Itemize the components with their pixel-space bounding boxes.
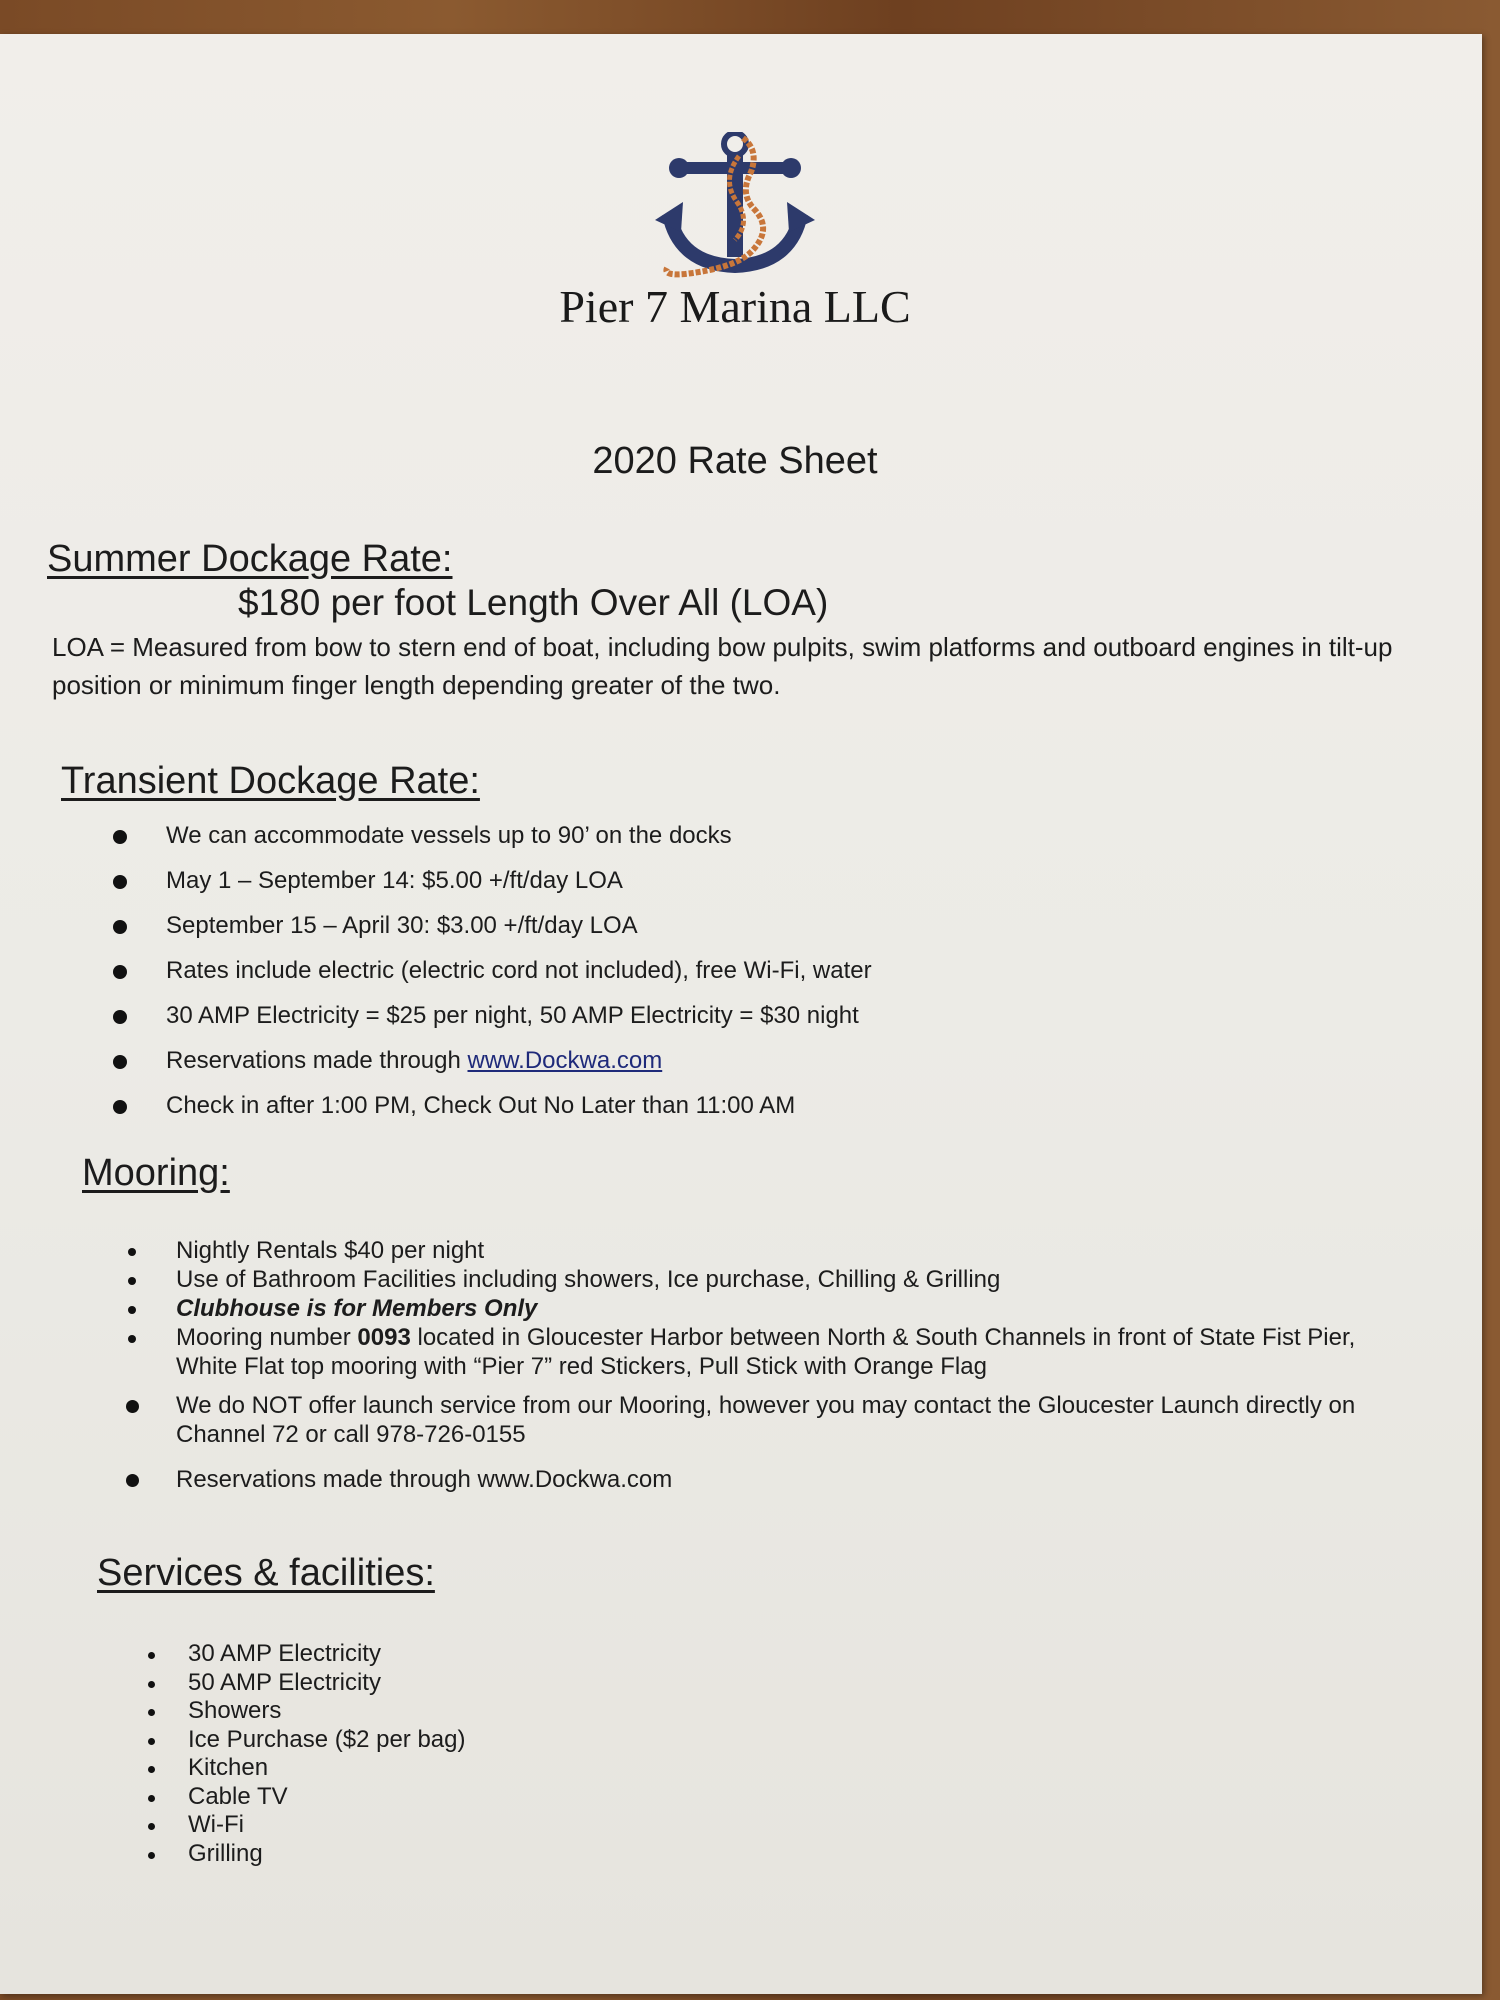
list-item: Cable TV <box>146 1783 946 1812</box>
list-item: Wi-Fi <box>146 1811 946 1840</box>
anchor-with-rope-icon <box>655 132 815 282</box>
company-name: Pier 7 Marina LLC <box>559 281 911 332</box>
mooring-number: 0093 <box>357 1324 411 1351</box>
mooring-heading: Mooring: <box>82 1152 230 1194</box>
mooring-location: located in Gloucester Harbor between North & South Channels in front of State Fist Pier, White Flat top mooring with “Pier 7” red Stickers, Pull Stick with Orange Flag <box>176 1324 1356 1380</box>
summer-dockage-heading: Summer Dockage Rate: <box>47 538 453 580</box>
list-item: Check in after 1:00 PM, Check Out No Later than 11:00 AM <box>113 1092 1113 1137</box>
members-only-note: Clubhouse is for Members Only <box>176 1295 538 1322</box>
list-item <box>128 1294 1378 1323</box>
transient-list <box>113 822 1113 1137</box>
list-item: 50 AMP Electricity <box>146 1669 946 1698</box>
summer-rate: $180 per foot Length Over All (LOA) <box>238 582 829 623</box>
list-item: Nightly Rentals $40 per night <box>128 1236 1378 1265</box>
list-item: Ice Purchase ($2 per bag) <box>146 1726 946 1755</box>
list-item: May 1 – September 14: $5.00 +/ft/day LOA <box>113 867 1113 912</box>
list-item: Use of Bathroom Facilities including showers, Ice purchase, Chilling & Grilling <box>128 1265 1378 1294</box>
list-item: September 15 – April 30: $3.00 +/ft/day LOA <box>113 912 1113 957</box>
mooring-number-label: Mooring number <box>176 1324 358 1351</box>
list-item: Grilling <box>146 1840 946 1869</box>
list-item <box>113 1047 1113 1092</box>
list-item: Showers <box>146 1697 946 1726</box>
list-item: 30 AMP Electricity <box>146 1640 946 1669</box>
reservation-text: Reservations made through <box>166 1047 468 1074</box>
transient-dockage-heading: Transient Dockage Rate: <box>61 760 480 802</box>
list-item: 30 AMP Electricity = $25 per night, 50 AMP Electricity = $30 night <box>113 1002 1113 1047</box>
dockwa-link[interactable]: www.Dockwa.com <box>467 1047 663 1074</box>
loa-definition: LOA = Measured from bow to stern end of boat, including bow pulpits, swim platforms and outboard engines in tilt-up position or minimum finger length depending greater of the two. <box>52 632 1393 700</box>
services-heading: Services & facilities: <box>97 1552 435 1594</box>
services-list <box>146 1640 946 1868</box>
list-item: We do NOT offer launch service from our Mooring, however you may contact the Gloucester Launch directly on Channel 72 or call 978-726-0155 <box>128 1391 1378 1449</box>
list-item <box>128 1323 1378 1381</box>
document-title: 2020 Rate Sheet <box>592 440 878 482</box>
mooring-list <box>128 1236 1378 1494</box>
list-item: Kitchen <box>146 1754 946 1783</box>
list-item: We can accommodate vessels up to 90’ on the docks <box>113 822 1113 867</box>
list-item: Reservations made through www.Dockwa.com <box>128 1465 1378 1494</box>
list-item: Rates include electric (electric cord not included), free Wi-Fi, water <box>113 957 1113 1002</box>
